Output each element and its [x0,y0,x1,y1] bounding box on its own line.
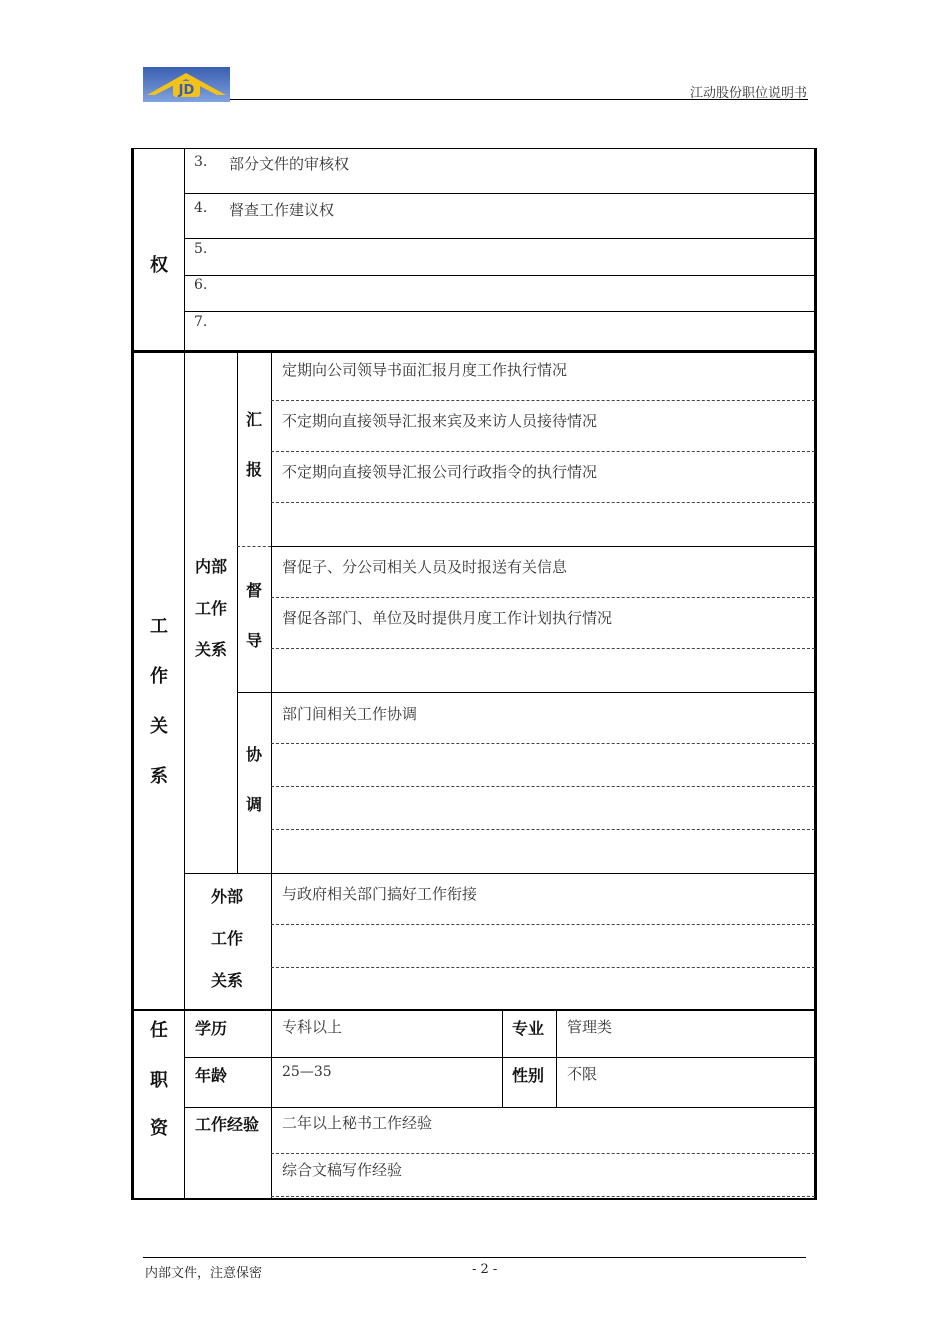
internal-label-line: 关系 [195,640,228,659]
authority-num: 5. [194,241,208,257]
supervise-label-char: 督 [246,581,263,600]
qualification-label-char: 资 [150,1118,168,1139]
gender-label: 性别 [512,1066,545,1085]
internal-label-line: 内部 [195,557,228,576]
external-label-line: 工作 [211,929,244,948]
age-label: 年龄 [195,1066,228,1085]
company-logo [143,67,230,102]
coordinate-label-char: 协 [246,745,263,764]
major-value: 管理类 [567,1018,613,1036]
experience-label: 工作经验 [195,1115,260,1134]
relations-label-char: 关 [150,716,168,737]
authority-text: 督查工作建议权 [229,201,335,219]
authority-label: 权 [150,255,168,276]
authority-num: 3. [194,154,208,170]
authority-num: 4. [194,200,208,216]
report-item: 不定期向直接领导汇报来宾及来访人员接待情况 [282,412,598,430]
qualification-label-char: 任 [150,1020,168,1041]
supervise-item: 督促各部门、单位及时提供月度工作计划执行情况 [282,609,613,627]
relations-label-char: 作 [150,666,168,687]
logo-text: JD [178,83,195,98]
report-item: 定期向公司领导书面汇报月度工作执行情况 [282,361,568,379]
report-label-char: 汇 [246,410,263,429]
education-value: 专科以上 [282,1018,343,1036]
education-label: 学历 [195,1019,228,1038]
header-title: 江动股份职位说明书 [689,86,807,101]
external-label-line: 外部 [211,887,244,906]
coordinate-item: 部门间相关工作协调 [282,705,418,723]
gender-value: 不限 [567,1065,598,1083]
report-item: 不定期向直接领导汇报公司行政指令的执行情况 [282,463,598,481]
internal-label-line: 工作 [195,599,228,618]
authority-num: 7. [194,314,208,330]
experience-item: 综合文稿写作经验 [282,1161,403,1179]
experience-item: 二年以上秘书工作经验 [282,1114,433,1132]
external-item: 与政府相关部门搞好工作衔接 [282,885,478,903]
relations-label-char: 系 [150,766,168,787]
age-value: 25—35 [282,1064,332,1080]
external-label-line: 关系 [211,971,244,990]
coordinate-label-char: 调 [246,795,263,814]
page-number: - 2 - [472,1262,498,1277]
authority-num: 6. [194,277,208,293]
relations-label-char: 工 [150,616,168,637]
major-label: 专业 [512,1019,545,1038]
supervise-item: 督促子、分公司相关人员及时报送有关信息 [282,558,568,576]
qualification-label-char: 职 [150,1070,168,1091]
supervise-label-char: 导 [246,631,263,650]
authority-text: 部分文件的审核权 [229,155,350,173]
report-label-char: 报 [246,460,263,479]
footer-confidential: 内部文件，注意保密 [145,1266,263,1281]
footer-rule [143,1257,806,1258]
